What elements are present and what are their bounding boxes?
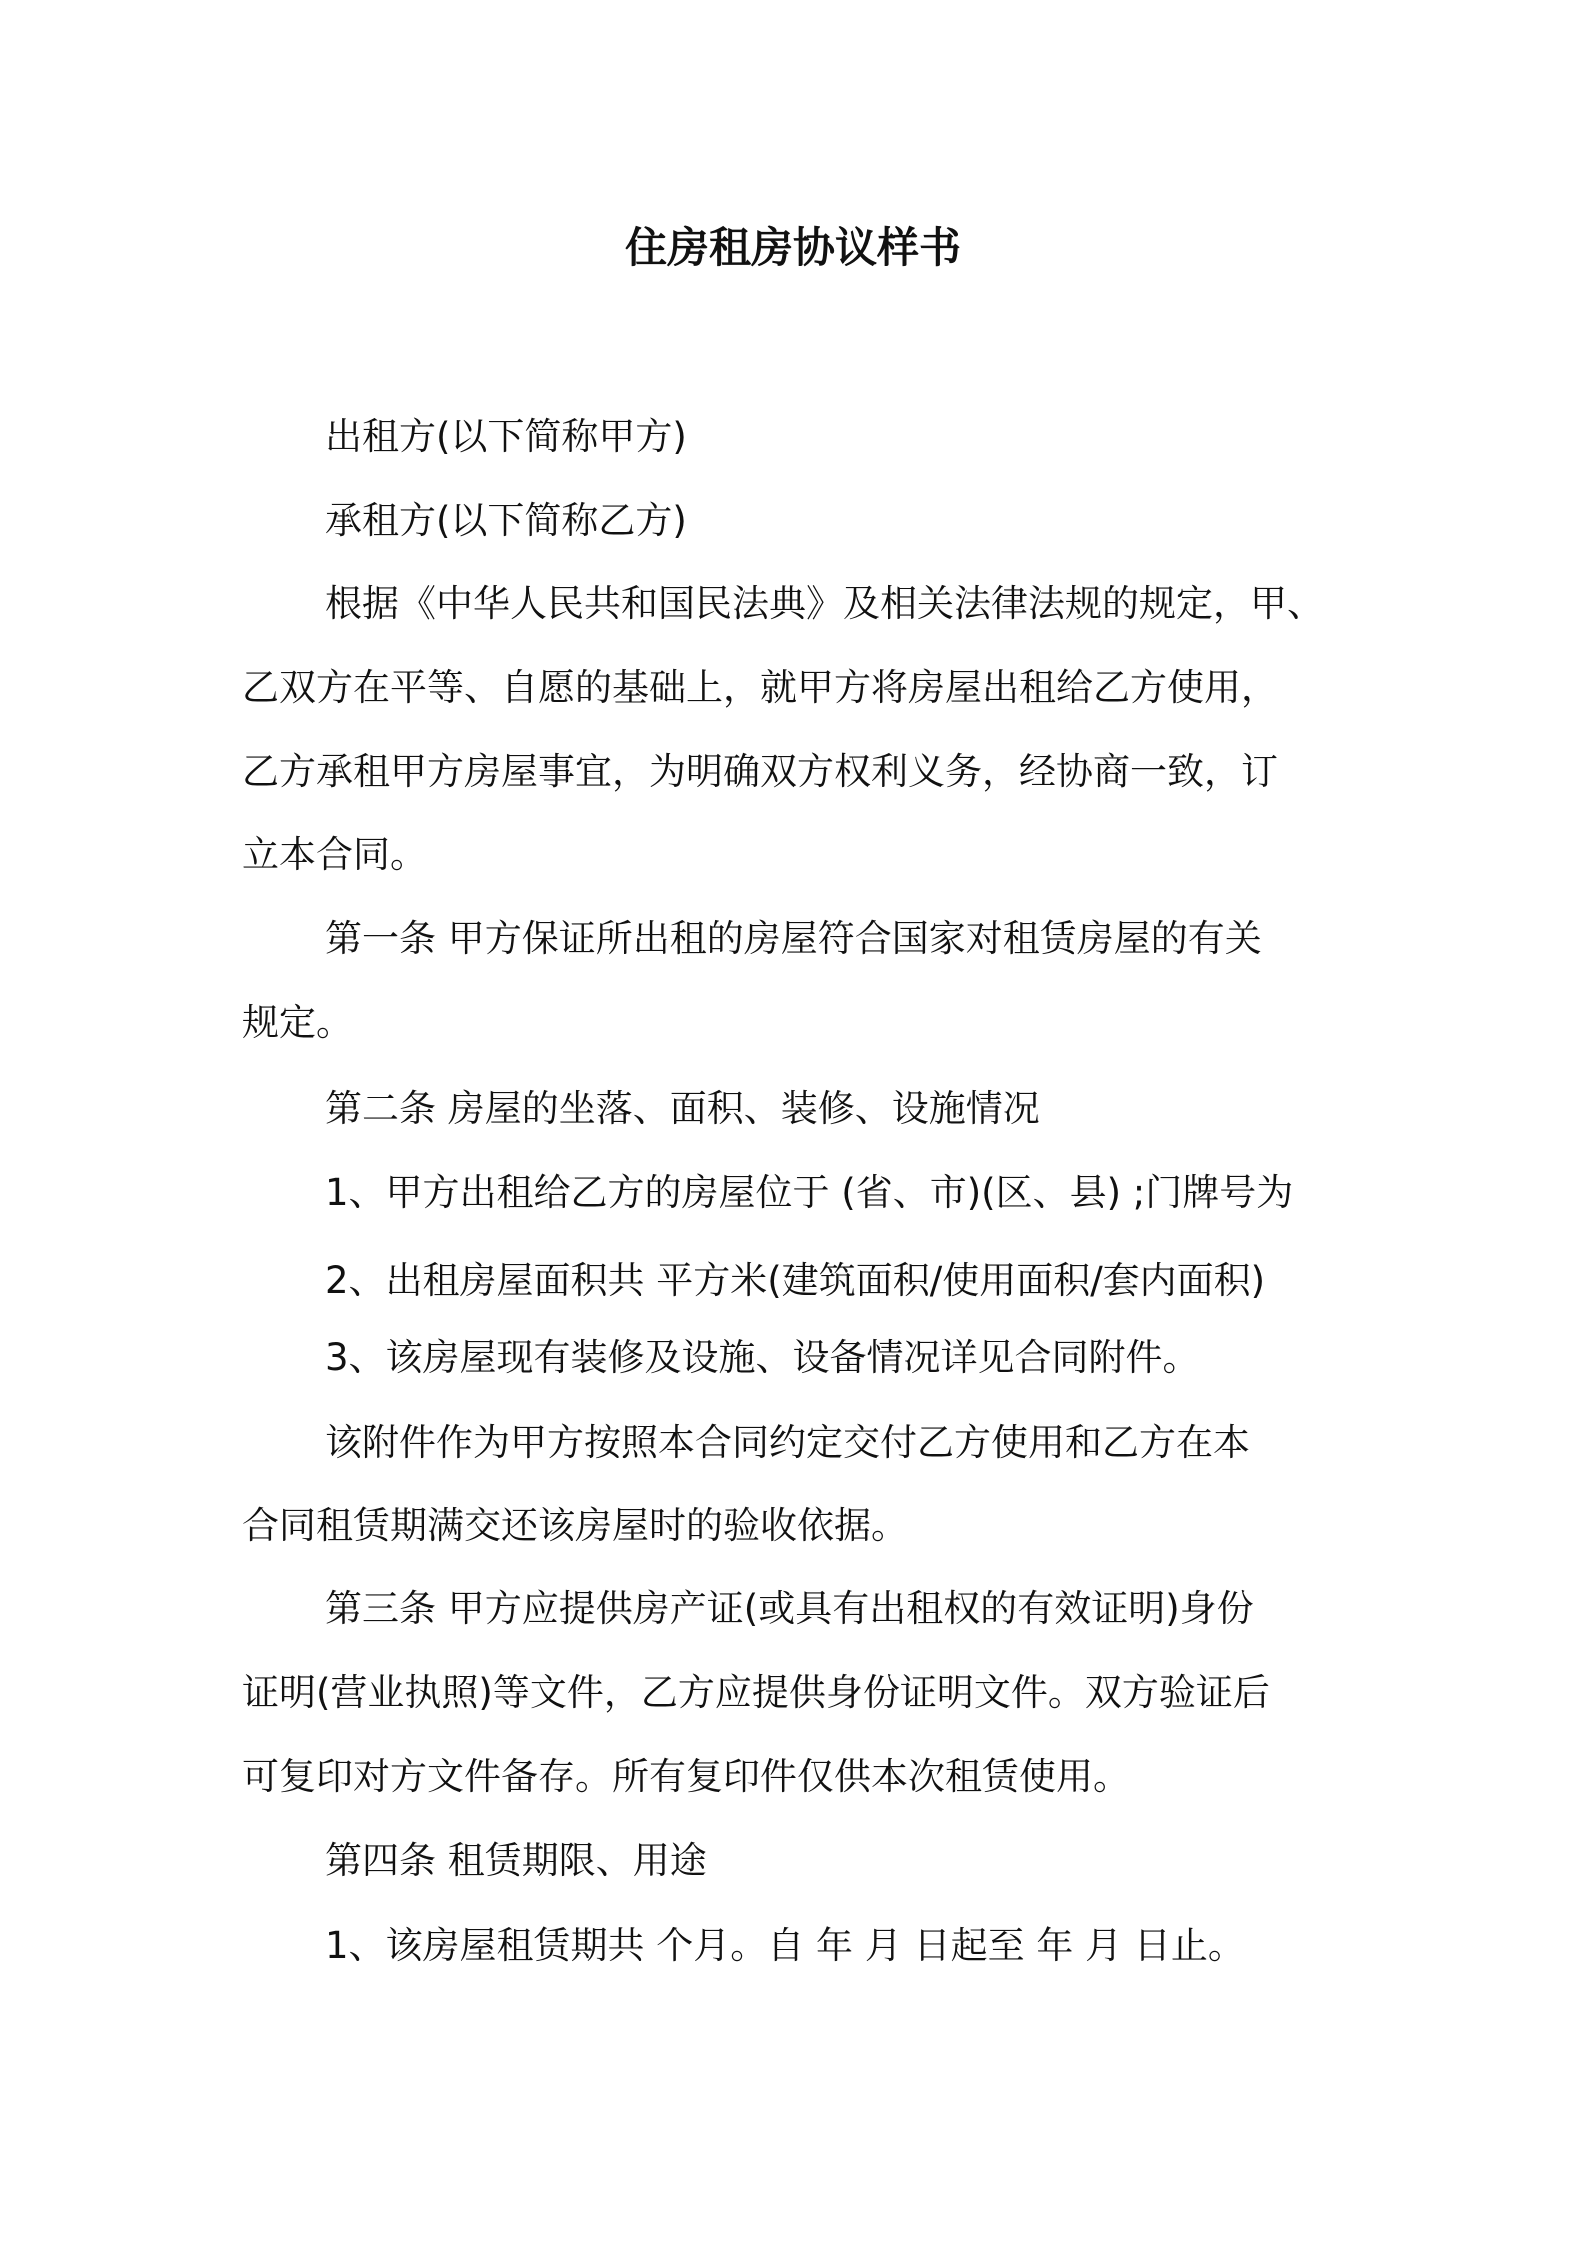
article-4-item-1: 1、该房屋租赁期共 个月。自 年 月 日起至 年 月 日止。 — [325, 1924, 1245, 1967]
article-2-item-3: 3、该房屋现有装修及设施、设备情况详见合同附件。 — [325, 1336, 1200, 1379]
article-2-item-1: 1、甲方出租给乙方的房屋位于 (省、市)(区、县) ;门牌号为 — [325, 1171, 1294, 1214]
preamble-line-2: 乙双方在平等、自愿的基础上，就甲方将房屋出租给乙方使用， — [242, 666, 1278, 709]
lessor-line: 出租方(以下简称甲方) — [325, 415, 687, 458]
article-3-line-3: 可复印对方文件备存。所有复印件仅供本次租赁使用。 — [242, 1755, 1130, 1798]
lessee-line: 承租方(以下简称乙方) — [325, 499, 687, 542]
article-3-line-2: 证明(营业执照)等文件，乙方应提供身份证明文件。双方验证后 — [242, 1671, 1270, 1714]
attachment-line-2: 合同租赁期满交还该房屋时的验收依据。 — [242, 1504, 908, 1547]
attachment-line-1: 该附件作为甲方按照本合同约定交付乙方使用和乙方在本 — [325, 1421, 1250, 1464]
article-3-line-1: 第三条 甲方应提供房产证(或具有出租权的有效证明)身份 — [325, 1587, 1254, 1630]
article-1-line-2: 规定。 — [242, 1001, 353, 1044]
document-title: 住房租房协议样书 — [624, 223, 961, 272]
preamble-line-3: 乙方承租甲方房屋事宜，为明确双方权利义务，经协商一致，订 — [242, 750, 1278, 793]
article-2-heading: 第二条 房屋的坐落、面积、装修、设施情况 — [325, 1087, 1040, 1130]
preamble-line-1: 根据《中华人民共和国民法典》及相关法律法规的规定，甲、 — [325, 582, 1324, 625]
article-2-item-2: 2、出租房屋面积共 平方米(建筑面积/使用面积/套内面积) — [325, 1259, 1266, 1302]
article-4-heading: 第四条 租赁期限、用途 — [325, 1839, 707, 1882]
preamble-line-4: 立本合同。 — [242, 833, 427, 876]
article-1-line-1: 第一条 甲方保证所出租的房屋符合国家对租赁房屋的有关 — [325, 917, 1262, 960]
